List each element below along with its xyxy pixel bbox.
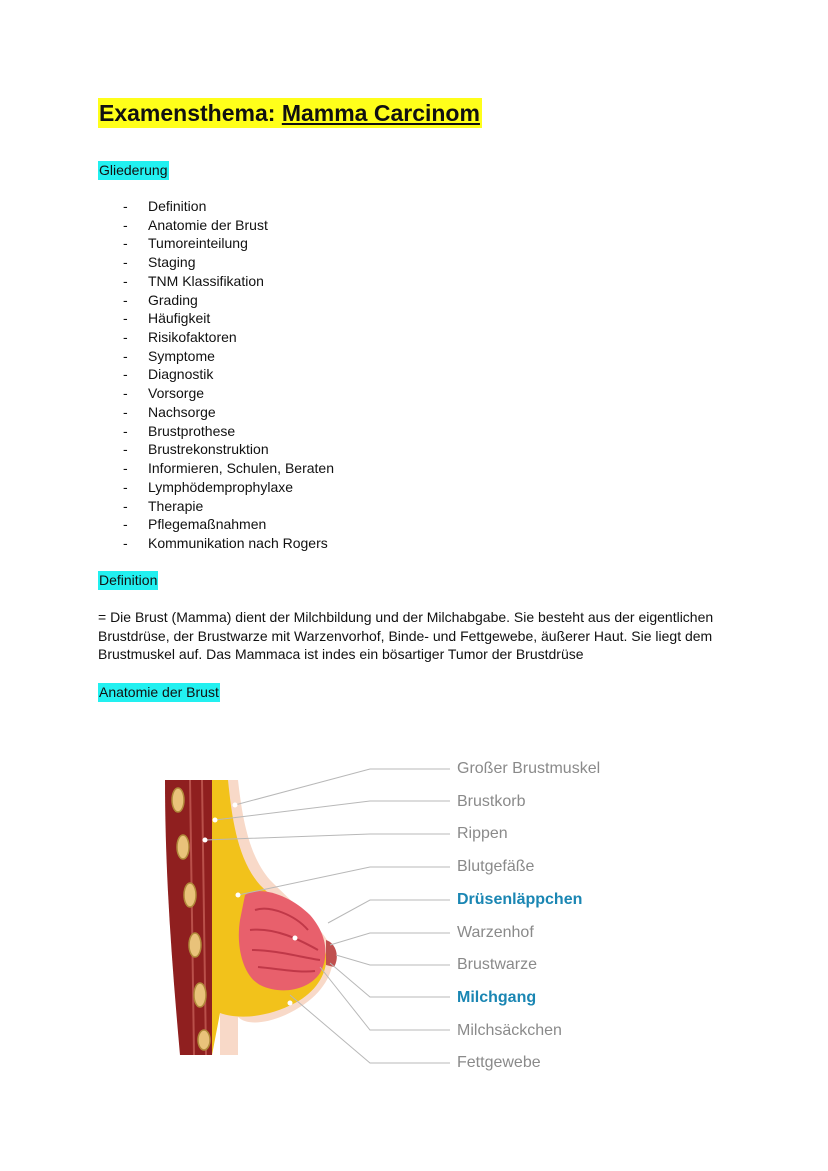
anatomy-label: Milchsäckchen [457,1021,562,1039]
outline-item-label: Diagnostik [148,366,214,383]
bullet-dash: - [123,235,128,252]
outline-item-label: Häufigkeit [148,310,211,327]
bullet-dash: - [123,385,128,402]
anatomy-heading: Anatomie der Brust [99,684,219,700]
bullet-dash: - [123,403,128,420]
anatomy-label: Brustkorb [457,792,526,810]
outline-heading: Gliederung [99,162,168,178]
outline-item-label: Kommunikation nach Rogers [148,534,328,551]
bullet-dash: - [123,347,128,364]
bullet-dash: - [123,422,128,439]
outline-item-label: Definition [148,198,207,214]
anatomy-label: Fettgewebe [457,1054,541,1072]
bullet-dash: - [123,460,128,477]
bullet-dash: - [123,497,128,514]
outline-item-label: Brustprothese [148,422,236,439]
bullet-dash: - [123,216,128,233]
bullet-dash: - [123,310,128,327]
bullet-dash: - [123,254,128,271]
nipple [326,940,337,967]
bullet-dash: - [123,329,128,346]
outline-item-label: Risikofaktoren [148,329,237,346]
bullet-dash: - [123,272,128,289]
outline-item-label: Anatomie der Brust [148,216,268,233]
anatomy-label: Brustwarze [457,956,538,974]
outline-item-label: Nachsorge [148,403,216,420]
bullet-dash: - [123,198,128,214]
outline-item-label: Vorsorge [148,385,205,402]
document-title [98,98,482,128]
definition-heading: Definition [99,572,158,588]
anatomy-label: Blutgefäße [457,858,535,876]
bullet-dash: - [123,291,128,308]
anatomy-label: Drüsenläppchen [457,890,583,908]
anatomy-label: Milchgang [457,988,537,1006]
definition-text: = Die Brust (Mamma) dient der Milchbildung und der Milchabgabe. Sie besteht aus der eigentlichen Brustdrüse, der Brustwarze mit Warzenvorhof, Binde- und Fettgewebe, äußerer Haut. Sie liegt dem Brustmuskel auf. Das Mammaca ist indes ein bösartiger Tumor der Brustdrüse [98,609,714,663]
bullet-dash: - [123,366,128,383]
bullet-dash: - [123,441,128,458]
bullet-dash: - [123,478,128,495]
breast-anatomy-diagram [150,745,620,1075]
bullet-dash: - [123,516,128,533]
title-prefix: Examensthema: [99,100,276,126]
outline-item-label: TNM Klassifikation [148,272,264,289]
anatomy-label: Großer Brustmuskel [457,760,601,777]
outline-item-label: Lymphödemprophylaxe [148,478,294,495]
outline-item-label: Tumoreinteilung [148,235,248,252]
anatomy-label: Rippen [457,825,508,843]
outline-item-label: Grading [148,291,198,308]
title-topic: Mamma Carcinom [281,100,480,126]
outline-item-label: Brustrekonstruktion [148,441,269,458]
outline-item-label: Informieren, Schulen, Beraten [148,460,334,477]
outline-item-label: Staging [148,254,196,271]
anatomy-label: Warzenhof [457,923,534,941]
outline-item-label: Symptome [148,347,215,364]
outline-item-label: Pflegemaßnahmen [148,516,267,533]
bullet-dash: - [123,534,128,551]
outline-item-label: Therapie [148,497,204,514]
gland-lobules [239,891,326,990]
